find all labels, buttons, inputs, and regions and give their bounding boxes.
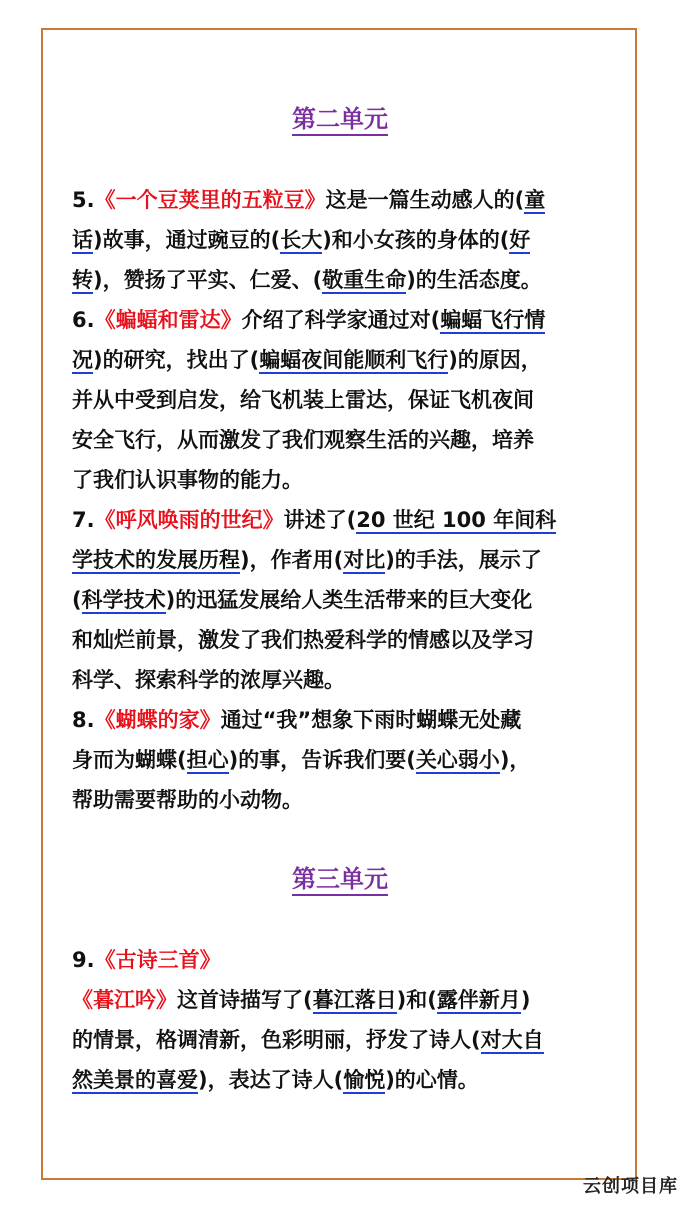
text-line bbox=[72, 380, 612, 420]
text-line bbox=[72, 740, 612, 780]
body-text: 5. bbox=[72, 188, 95, 212]
text-line bbox=[72, 780, 612, 820]
text-line bbox=[72, 980, 612, 1020]
text-line bbox=[72, 660, 612, 700]
answer-blank: 露伴新月 bbox=[436, 988, 521, 1012]
answer-blank: 对大自 bbox=[480, 1028, 544, 1052]
text-line bbox=[72, 180, 612, 220]
answer-blank: 况 bbox=[72, 348, 93, 372]
body-text: )，作者用( bbox=[240, 548, 344, 572]
answer-blank: 暮江落日 bbox=[312, 988, 397, 1012]
body-text: 介绍了科学家通过对( bbox=[241, 308, 441, 332]
body-text: 这是一篇生动感人的( bbox=[325, 188, 525, 212]
answer-blank: 蝙蝠飞行情 bbox=[440, 308, 546, 332]
lesson-title: 《暮江吟》 bbox=[72, 988, 177, 1012]
unit3-title: 第三单元 bbox=[292, 865, 388, 896]
body-text: ) bbox=[520, 988, 531, 1012]
answer-blank: 蝙蝠夜间能顺利飞行 bbox=[259, 348, 449, 372]
answer-blank: 关心弱小 bbox=[415, 748, 500, 772]
body-text: 6. bbox=[72, 308, 95, 332]
body-text: )的原因， bbox=[448, 348, 542, 372]
text-line bbox=[72, 940, 612, 980]
body-text: )的事，告诉我们要( bbox=[228, 748, 416, 772]
text-line bbox=[72, 220, 612, 260]
body-text: )和( bbox=[396, 988, 437, 1012]
body-text: )，表达了诗人( bbox=[198, 1068, 344, 1092]
body-text: )的研究，找出了( bbox=[93, 348, 260, 372]
body-text: 身而为蝴蝶( bbox=[72, 748, 187, 772]
lesson-title: 《蝴蝶的家》 bbox=[94, 708, 221, 732]
body-text: 讲述了( bbox=[283, 508, 357, 532]
lesson-title: 《蝙蝠和雷达》 bbox=[94, 308, 242, 332]
answer-blank: 愉悦 bbox=[343, 1068, 386, 1092]
answer-blank: 话 bbox=[72, 228, 93, 252]
body-text: )故事，通过豌豆的( bbox=[93, 228, 281, 252]
body-text: )和小女孩的身体的( bbox=[322, 228, 510, 252]
body-text: 这首诗描写了( bbox=[177, 988, 313, 1012]
unit3-body bbox=[72, 940, 612, 1100]
body-text: 和灿烂前景，激发了我们热爱科学的情感以及学习 bbox=[72, 628, 534, 652]
text-line bbox=[72, 500, 612, 540]
text-line bbox=[72, 540, 612, 580]
answer-blank: 担心 bbox=[186, 748, 229, 772]
answer-blank: 童 bbox=[524, 188, 546, 212]
text-line bbox=[72, 1020, 612, 1060]
unit2-title: 第二单元 bbox=[292, 105, 388, 136]
body-text: 帮助需要帮助的小动物。 bbox=[72, 788, 303, 812]
text-line bbox=[72, 700, 612, 740]
answer-blank: 好 bbox=[509, 228, 531, 252]
answer-blank: 科学技术 bbox=[81, 588, 166, 612]
body-text: 安全飞行，从而激发了我们观察生活的兴趣，培养 bbox=[72, 428, 534, 452]
answer-blank: 对比 bbox=[343, 548, 386, 572]
answer-blank: 学技术的发展历程 bbox=[72, 548, 240, 572]
body-text: 并从中受到启发，给飞机装上雷达，保证飞机夜间 bbox=[72, 388, 534, 412]
body-text: 9. bbox=[72, 948, 95, 972]
body-text: 8. bbox=[72, 708, 95, 732]
body-text: )， bbox=[499, 748, 531, 772]
body-text: ( bbox=[72, 588, 82, 612]
unit2-body bbox=[72, 180, 612, 820]
body-text: )的心情。 bbox=[385, 1068, 479, 1092]
lesson-title: 《古诗三首》 bbox=[94, 948, 221, 972]
body-text: 的情景，格调清新，色彩明丽，抒发了诗人( bbox=[72, 1028, 481, 1052]
watermark-text: 云创项目库 bbox=[583, 1176, 678, 1197]
text-line bbox=[72, 620, 612, 660]
lesson-title: 《一个豆荚里的五粒豆》 bbox=[94, 188, 326, 212]
text-line bbox=[72, 340, 612, 380]
answer-blank: 20 世纪 100 年间科 bbox=[356, 508, 557, 532]
body-text: 科学、探索科学的浓厚兴趣。 bbox=[72, 668, 345, 692]
unit3-heading bbox=[0, 864, 680, 894]
body-text: )的迅猛发展给人类生活带来的巨大变化 bbox=[165, 588, 533, 612]
text-line bbox=[72, 420, 612, 460]
body-text: )的生活态度。 bbox=[406, 268, 542, 292]
body-text: 通过“我”想象下雨时蝴蝶无处藏 bbox=[220, 708, 522, 732]
body-text: )的手法，展示了 bbox=[385, 548, 542, 572]
answer-blank: 转 bbox=[72, 268, 93, 292]
body-text: )，赞扬了平实、仁爱、( bbox=[93, 268, 323, 292]
body-text: 7. bbox=[72, 508, 95, 532]
answer-blank: 长大 bbox=[280, 228, 323, 252]
text-line bbox=[72, 260, 612, 300]
text-line bbox=[72, 460, 612, 500]
unit2-heading bbox=[0, 104, 680, 134]
text-line bbox=[72, 300, 612, 340]
text-line bbox=[72, 1060, 612, 1100]
lesson-title: 《呼风唤雨的世纪》 bbox=[94, 508, 284, 532]
text-line bbox=[72, 580, 612, 620]
body-text: 了我们认识事物的能力。 bbox=[72, 468, 303, 492]
answer-blank: 然美景的喜爱 bbox=[72, 1068, 198, 1092]
answer-blank: 敬重生命 bbox=[322, 268, 407, 292]
